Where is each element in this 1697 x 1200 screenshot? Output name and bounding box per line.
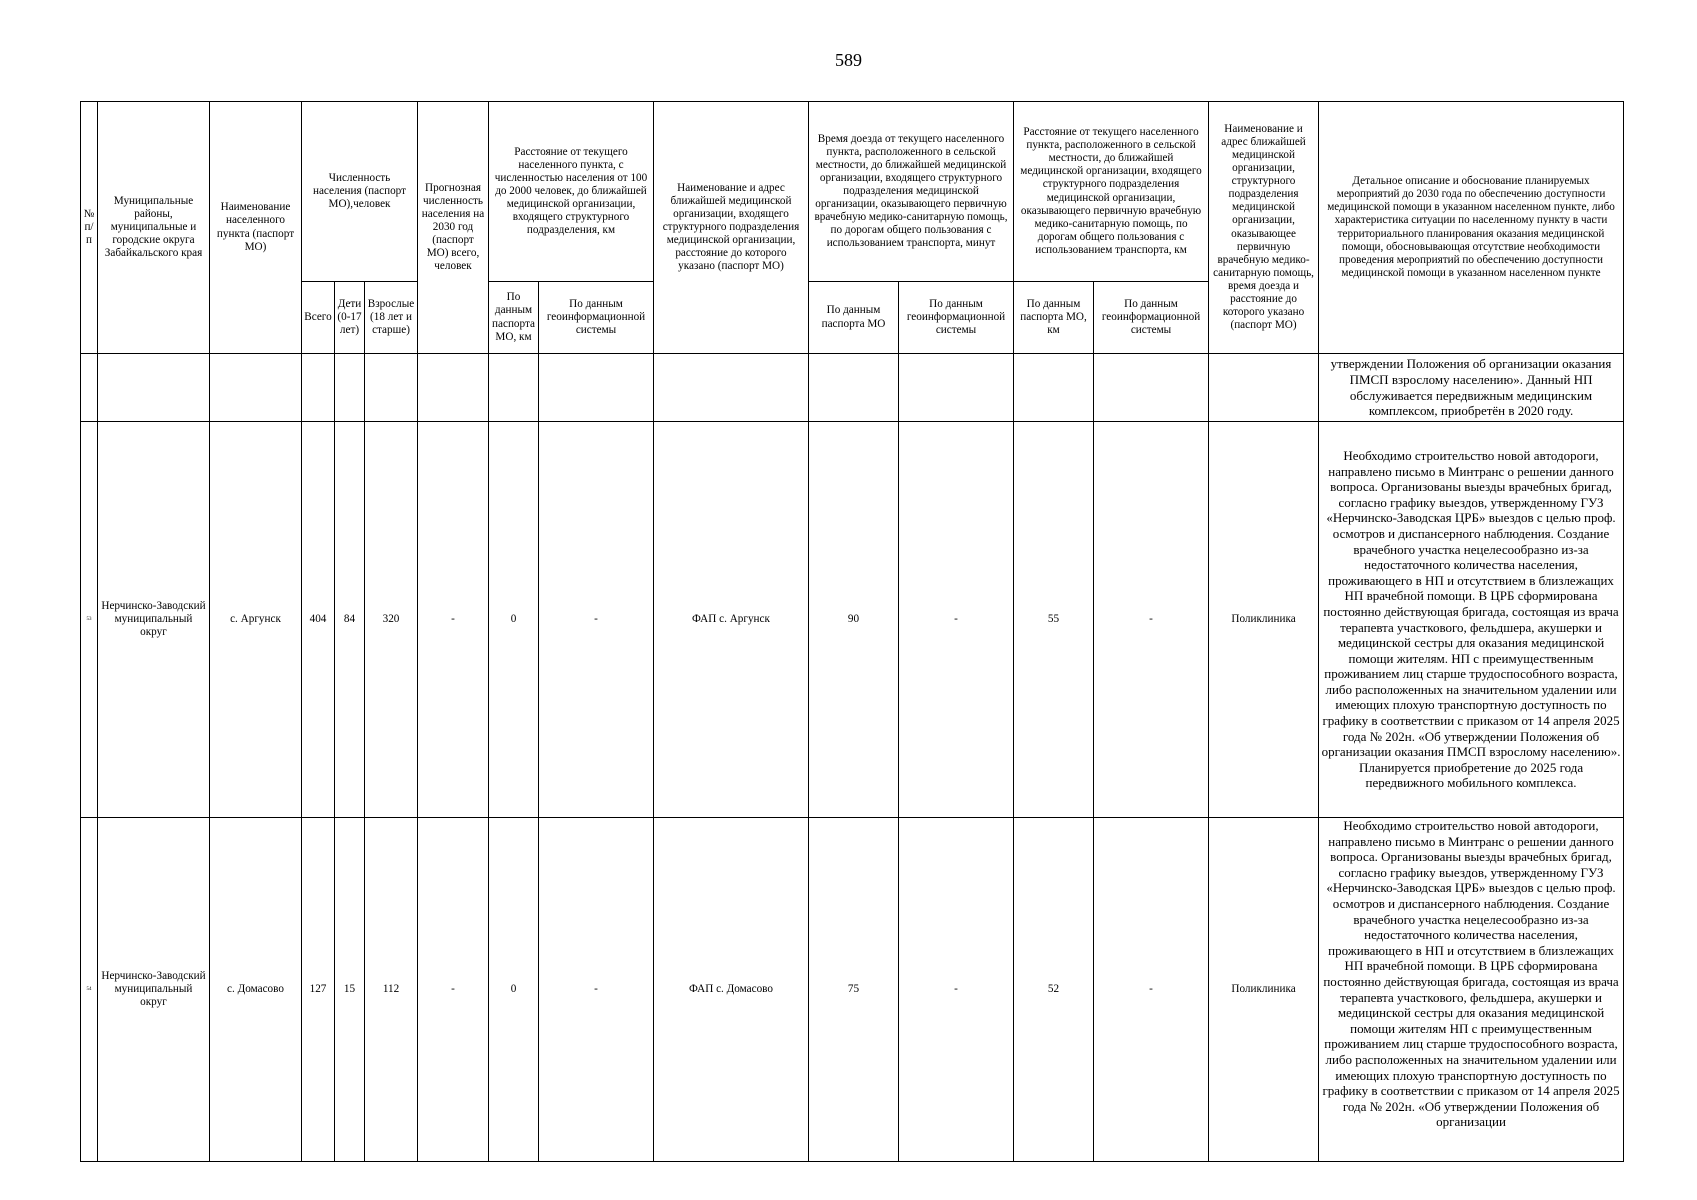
row-dist2-passport: 55 [1014,422,1094,818]
header-pop-children: Дети (0-17 лет) [335,282,365,354]
header-pop-total: Всего [302,282,335,354]
row-num: 54 [81,818,98,1162]
row-children: 15 [335,818,365,1162]
row-district: Нерчинско-Заводский муниципальный округ [98,818,210,1162]
header-travel-time: Время доезда от текущего населенного пункта, расположенного в сельской местности, до ближайшей медицинской организации, входящего структурного подразделения медицинской организации, оказывающего первичную врачебную медико-санитарную помощь, по дорогам общего пользования с использованием транспорта, минут [809,102,1014,282]
header-forecast: Прогнозная численность населения на 2030 год (паспорт МО) всего, человек [418,102,489,354]
row-forecast: - [418,422,489,818]
header-num: № п/п [81,102,98,354]
row-time-passport: 75 [809,818,899,1162]
row-children: 84 [335,422,365,818]
header-dist-geo: По данным геоинформационной системы [539,282,654,354]
row-description: Необходимо строительство новой автодороги, направлено письмо в Минтранс о решении данного вопроса. Организованы выезды врачебных бригад, согласно графику выездов, утвержденному ГУЗ «Нерчинско-Заводская ЦРБ» выездов с целью проф. осмотров и диспансерного наблюдения. Создание врачебного участка нецелесообразно из-за недостаточного количества населения, проживающего в НП и отсутствием в близлежащих НП врачебной помощи. В ЦРБ сформирована постоянно действующая бригада, состоящая из врача терапевта участкового, фельдшера, акушерки и медицинской сестры для оказания медицинской помощи жителям. НП с преимущественным проживанием лиц старше трудоспособного возраста, либо расположенных на значительном удалении или имеющих плохую транспортную доступность по графику в соответствии с приказом от 14 апреля 2025 года № 202н. «Об утверждении Положения об организации оказания ПМСП взрослому населению». Планируется приобретение до 2025 года передвижного мобильного комплекса. [1319,422,1624,818]
row-dist2-geo: - [1094,818,1209,1162]
header-description: Детальное описание и обоснование планируемых мероприятий до 2030 года по обеспечению доступности медицинской помощи в указанном населенном пункте, либо характеристика ситуации по населенному пункту в части территориального планирования оказания медицинской помощи, обосновывающая отсутствие необходимости проведения мероприятий по обеспечению доступности медицинской помощи в указанном населенном пункте [1319,102,1624,354]
page-number: 589 [835,50,862,70]
row-description: Необходимо строительство новой автодороги, направлено письмо в Минтранс о решении данного вопроса. Организованы выезды врачебных бригад, согласно графику выездов, утвержденному ГУЗ «Нерчинско-Заводская ЦРБ» выездов с целью проф. осмотров и диспансерного наблюдения. Создание врачебного участка нецелесообразно из-за недостаточного количества населения, проживающего в НП и отсутствием в близлежащих НП врачебной помощи. В ЦРБ сформирована постоянно действующая бригада, состоящая из врача терапевта участкового, фельдшера, акушерки и медицинской сестры для оказания медицинской помощи жителям НП с преимущественным проживанием лиц старше трудоспособного возраста, либо расположенных на значительном удалении или имеющих плохую транспортную доступность по графику в соответствии с приказом от 14 апреля 2025 года № 202н. «Об утверждении Положения об организации [1319,818,1624,1162]
header-dist2-geo: По данным геоинформационной системы [1094,282,1209,354]
row-dist-geo: - [539,422,654,818]
row-time-passport: 90 [809,422,899,818]
row-nearest-primary: Поликлиника [1209,422,1319,818]
header-nearest-primary: Наименование и адрес ближайшей медицинской организации, структурного подразделения медицинской организации, оказывающее первичную врачебную медико-санитарную помощь, время доезда и расстояние до которого указано (паспорт МО) [1209,102,1319,354]
row-nearest-primary: Поликлиника [1209,818,1319,1162]
row-nearest-org: ФАП с. Аргунск [654,422,809,818]
table-row [81,422,1624,818]
row-district: Нерчинско-Заводский муниципальный округ [98,422,210,818]
row-time-geo: - [899,422,1014,818]
continuation-description: утверждении Положения об организации оказания ПМСП взрослому населению». Данный НП обслуживается передвижным медицинским комплексом, приобретён в 2020 году. [1319,354,1624,422]
row-nearest-org: ФАП с. Домасово [654,818,809,1162]
table-row-continuation [81,354,1624,422]
row-adults: 112 [365,818,418,1162]
header-distance-primary: Расстояние от текущего населенного пункта, расположенного в сельской местности, до ближайшей медицинской организации, входящего структурного подразделения медицинской организации, оказывающего первичную врачебную медико-санитарную помощь, по дорогам общего пользования с использованием транспорта, км [1014,102,1209,282]
header-time-geo: По данным геоинформационной системы [899,282,1014,354]
header-nearest-org: Наименование и адрес ближайшей медицинской организации, входящего структурного подразделения медицинской организации, расстояние до которого указано (паспорт МО) [654,102,809,354]
row-forecast: - [418,818,489,1162]
header-pop-adults: Взрослые (18 лет и старше) [365,282,418,354]
row-adults: 320 [365,422,418,818]
header-settlement: Наименование населенного пункта (паспорт МО) [210,102,302,354]
row-settlement: с. Аргунск [210,422,302,818]
row-settlement: с. Домасово [210,818,302,1162]
row-dist2-passport: 52 [1014,818,1094,1162]
row-time-geo: - [899,818,1014,1162]
header-time-passport: По данным паспорта МО [809,282,899,354]
header-dist2-passport: По данным паспорта МО, км [1014,282,1094,354]
header-row-1 [81,102,1624,282]
row-num: 53 [81,422,98,818]
row-dist2-geo: - [1094,422,1209,818]
header-district: Муниципальные районы, муниципальные и городские округа Забайкальского края [98,102,210,354]
settlements-table [80,101,1624,1162]
header-population: Численность населения (паспорт МО),человек [302,102,418,282]
row-total: 127 [302,818,335,1162]
header-distance-100-2000: Расстояние от текущего населенного пункта, с численностью населения от 100 до 2000 человек, до ближайшей медицинской организации, входящего структурного подразделения, км [489,102,654,282]
table-row [81,818,1624,1162]
row-dist-passport: 0 [489,818,539,1162]
row-total: 404 [302,422,335,818]
header-dist-passport: По данным паспорта МО, км [489,282,539,354]
row-dist-passport: 0 [489,422,539,818]
row-dist-geo: - [539,818,654,1162]
